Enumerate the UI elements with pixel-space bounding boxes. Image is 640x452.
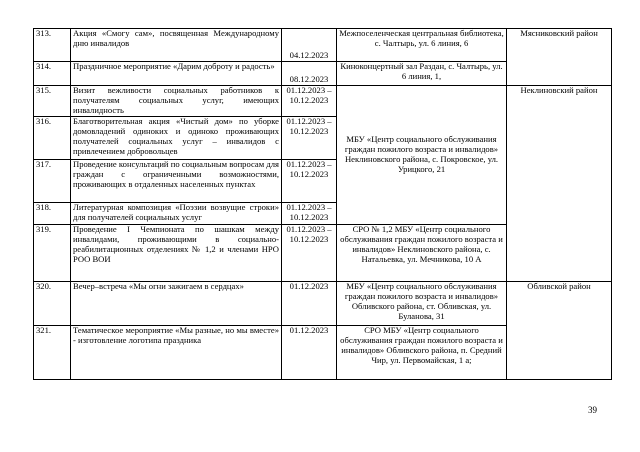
event-title: Вечер–встреча «Мы огни зажигаем в сердцах» [71,282,282,326]
event-title: Проведение I Чемпионата по шашкам между инвалидами, проживающими в социально-реабилитационных отделениях № 1,2 и членами НРО РОО ВОИ [71,225,282,282]
event-title: Праздничное мероприятие «Дарим доброту и радость» [71,62,282,86]
event-date: 01.12.2023 – 10.12.2023 [282,117,337,160]
event-place: СРО № 1,2 МБУ «Центр социального обслуживания граждан пожилого возраста и инвалидов» Неклиновского района, с. Натальевка, ул. Мечникова, 10 А [337,225,507,282]
row-number: 320. [34,282,71,326]
event-place: Межпоселенческая центральная библиотека, с. Чалтырь, ул. 6 линия, 6 [337,29,507,62]
row-number: 314. [34,62,71,86]
region-cell: Мясниковский район [507,29,612,86]
row-number: 317. [34,160,71,203]
row-number: 321. [34,326,71,380]
event-title: Литературная композиция «Поэзии возвущие строки» для получателей социальных услуг [71,203,282,225]
event-title: Благотворительная акция «Чистый дом» по уборке домовладений одиноких и одиноко проживающих получателей социальных услуг – инвалидов с привлечением добровольцев [71,117,282,160]
event-place: СРО МБУ «Центр социального обслуживания граждан пожилого возраста и инвалидов» Обливского района, п. Средний Чир, ул. Первомайская, 1 а; [337,326,507,380]
event-title: Визит вежливости социальных работников к получателям социальных услуг, имеющих инвалидность [71,86,282,117]
event-place: Киноконцертный зал Раздан, с. Чалтырь, ул. 6 линия, 1, [337,62,507,86]
row-number: 318. [34,203,71,225]
event-title: Проведение консультаций по социальным вопросам для граждан с ограниченными возможностями, проживающих в отдаленных населенных пунктах [71,160,282,203]
events-table [33,28,612,380]
row-number: 319. [34,225,71,282]
region-cell: Обливской район [507,282,612,380]
table-row [34,29,612,62]
event-date: 01.12.2023 – 10.12.2023 [282,225,337,282]
event-date: 01.12.2023 [282,282,337,326]
row-number: 315. [34,86,71,117]
event-date: 01.12.2023 – 10.12.2023 [282,203,337,225]
event-title: Тематическое мероприятие «Мы разные, но мы вместе» - изготовление логотипа праздника [71,326,282,380]
page-number: 39 [588,405,597,415]
event-date: 04.12.2023 [282,29,337,62]
event-title: Акция «Смогу сам», посвященная Международному дню инвалидов [71,29,282,62]
event-date: 01.12.2023 [282,326,337,380]
event-place: МБУ «Центр социального обслуживания граждан пожилого возраста и инвалидов» Неклиновского района, с. Покровское, ул. Урицкого, 21 [337,86,507,225]
event-date: 08.12.2023 [282,62,337,86]
event-place: МБУ «Центр социального обслуживания граждан пожилого возраста и инвалидов» Обливского района, ст. Обливская, ул. Буланова, 31 [337,282,507,326]
region-cell: Неклиновский район [507,86,612,282]
event-date: 01.12.2023 – 10.12.2023 [282,160,337,203]
row-number: 316. [34,117,71,160]
row-number: 313. [34,29,71,62]
event-date: 01.12.2023 – 10.12.2023 [282,86,337,117]
table-row [34,282,612,326]
table-row [34,86,612,117]
